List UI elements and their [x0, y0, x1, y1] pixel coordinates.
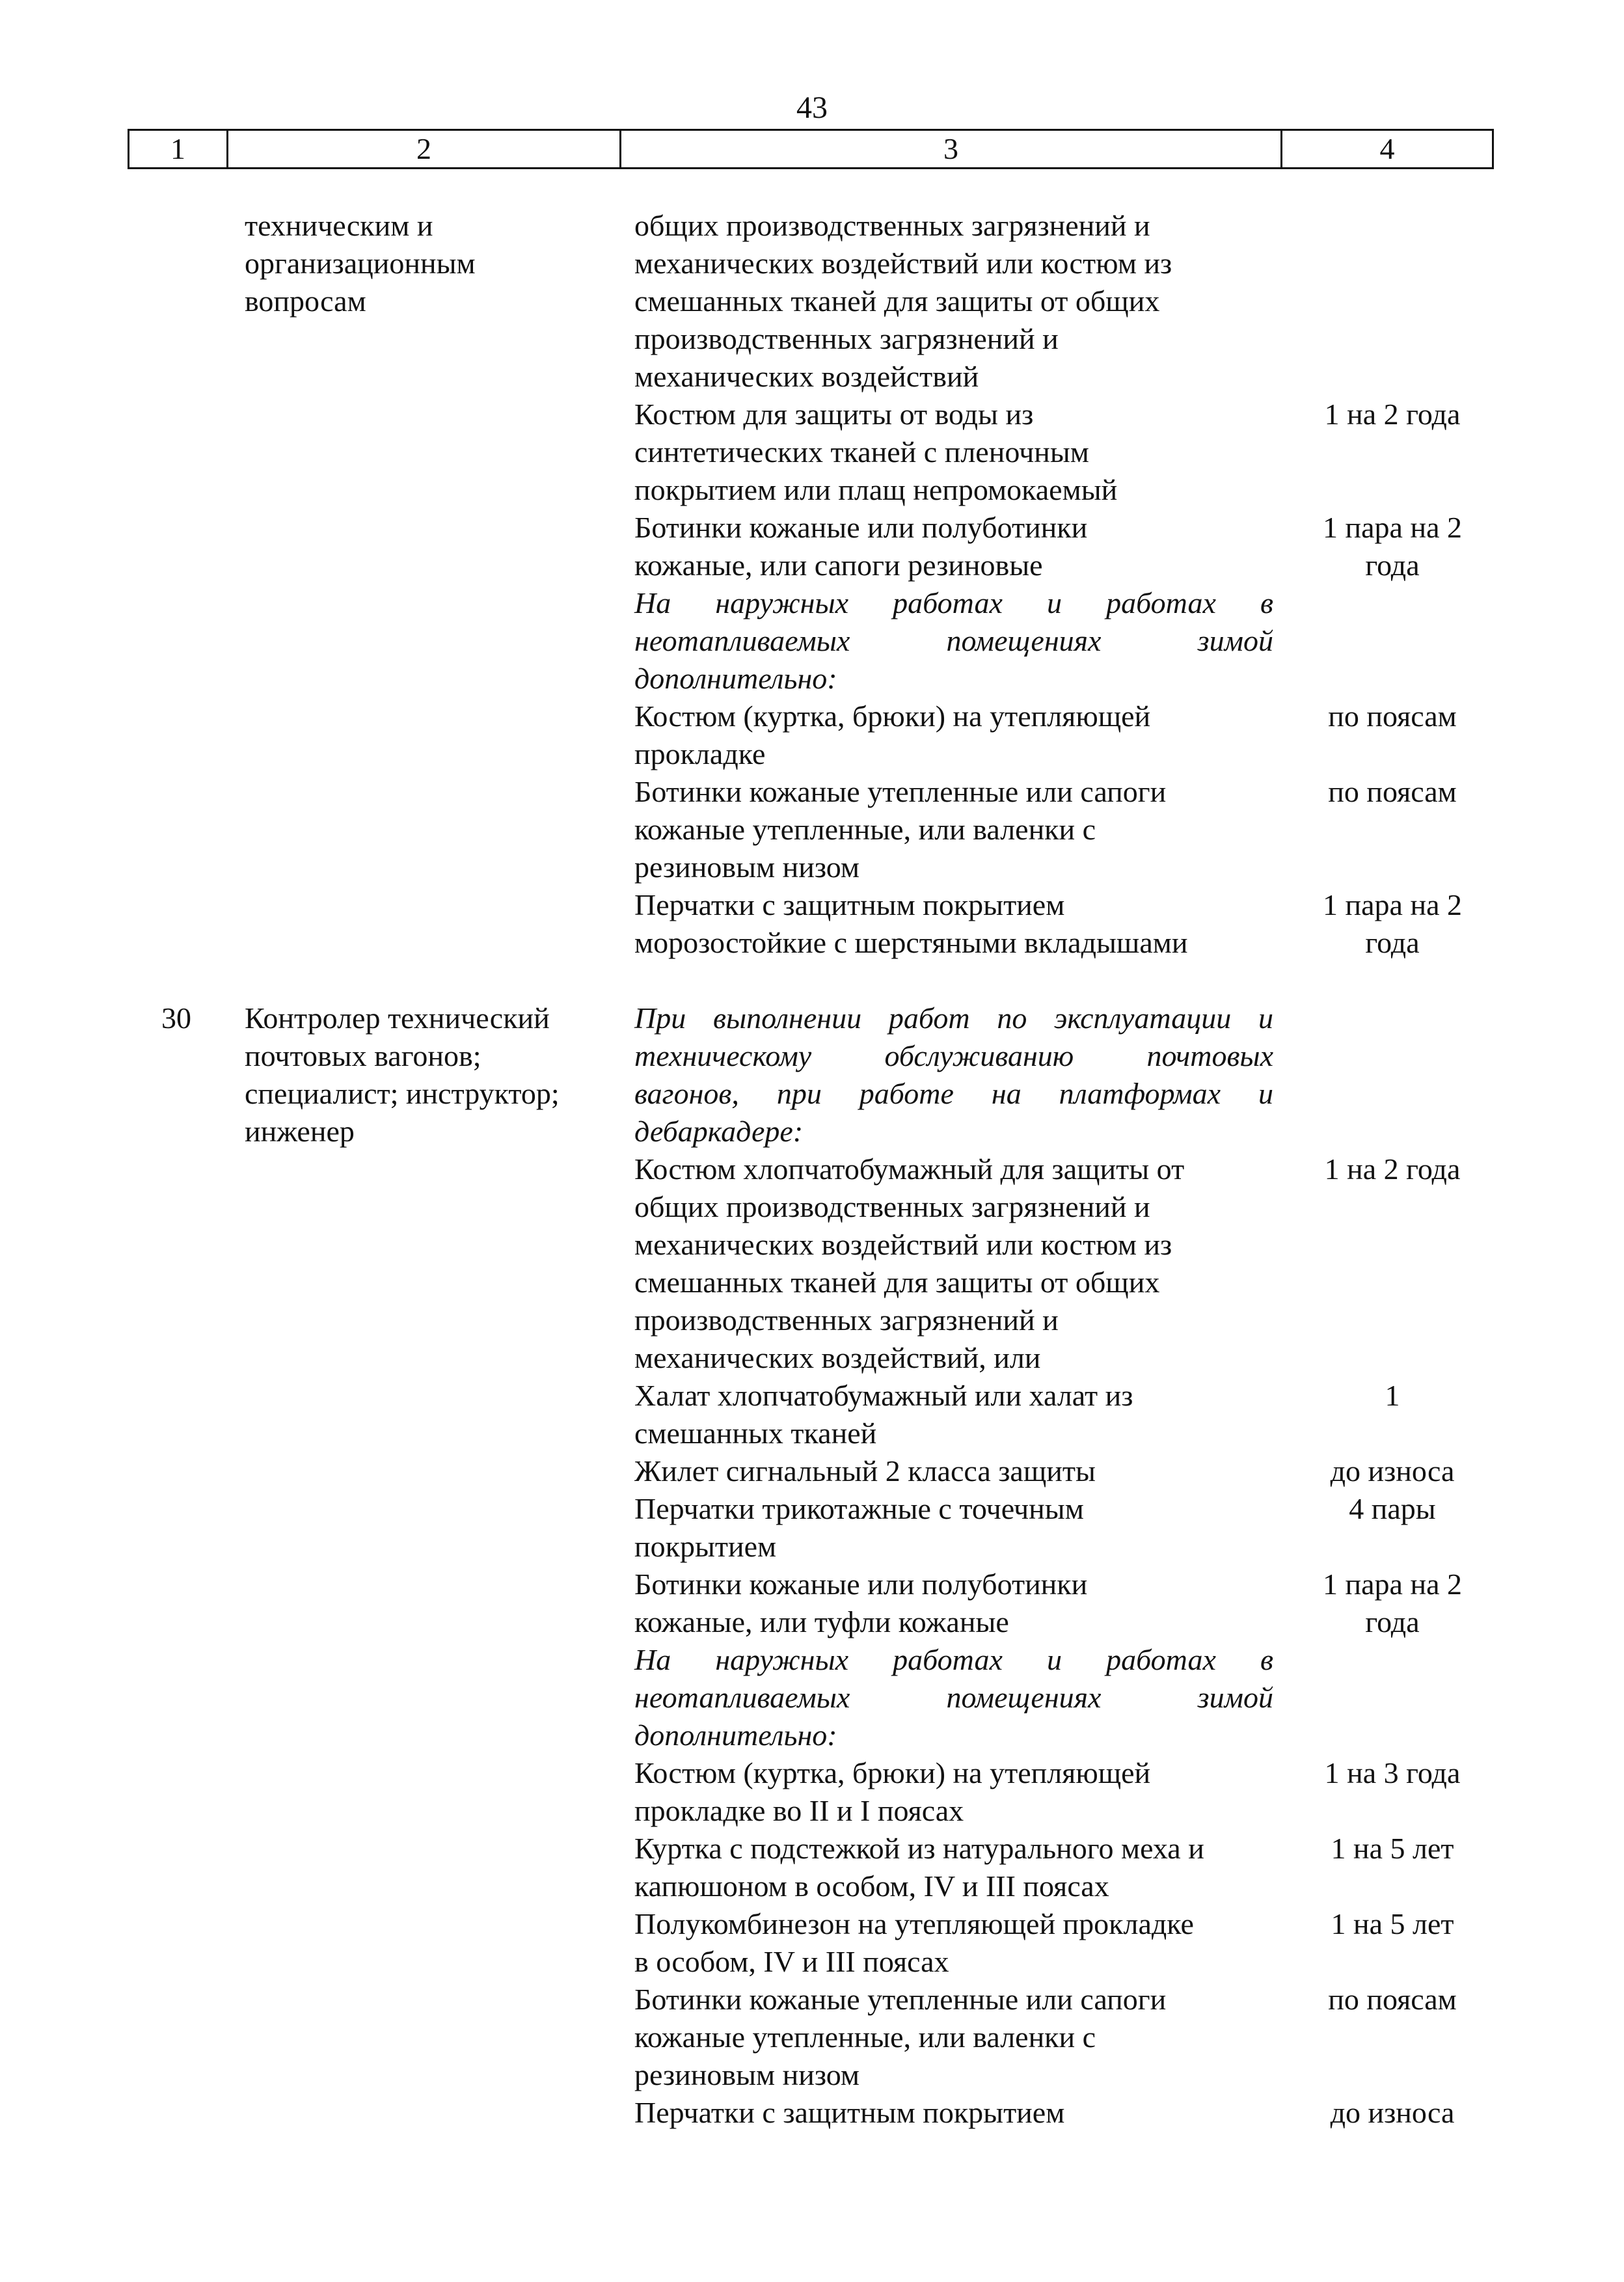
row30-norm-value: 1 на 5 лет: [1331, 1832, 1454, 1865]
cont-item-line: резиновым низом: [634, 850, 859, 884]
row30-condition-line: дебаркадере:: [634, 1115, 804, 1148]
row30-position-line: специалист; инструктор;: [245, 1077, 560, 1110]
row30-condition-line: На наружных работах и работах в: [634, 1643, 1273, 1676]
row30-condition-line: техническому обслуживанию почтовых: [634, 1039, 1273, 1072]
row30-item-line: в особом, IV и III поясах: [634, 1945, 949, 1978]
row30-item-line: механических воздействий, или: [634, 1341, 1041, 1374]
cont-position-line: техническим и: [245, 209, 433, 242]
page-number: 43: [796, 90, 828, 125]
cont-norm-value: 1 на 2 года: [1324, 398, 1461, 431]
cont-position-line: вопросам: [245, 284, 366, 318]
row30-norm-value: года: [1365, 1605, 1420, 1638]
row30-item-line: механических воздействий или костюм из: [634, 1228, 1172, 1261]
row30-item-line: кожаные утепленные, или валенки с: [634, 2020, 1096, 2054]
row30-item-line: Перчатки трикотажные с точечным: [634, 1492, 1084, 1525]
row30-item-line: общих производственных загрязнений и: [634, 1190, 1150, 1223]
cont-item-line: Костюм (куртка, брюки) на утепляющей: [634, 700, 1151, 733]
row30-item-line: Ботинки кожаные утепленные или сапоги: [634, 1983, 1167, 2016]
row30-position-line: Контролер технический: [245, 1001, 550, 1035]
cont-item-line: Ботинки кожаные утепленные или сапоги: [634, 775, 1167, 808]
row30-item-line: капюшоном в особом, IV и III поясах: [634, 1869, 1109, 1903]
row30-position-line: почтовых вагонов;: [245, 1039, 481, 1072]
row30-item-line: прокладке во II и I поясах: [634, 1794, 964, 1827]
row30-item-line: Перчатки с защитным покрытием: [634, 2096, 1065, 2129]
cont-item-line: кожаные, или сапоги резиновые: [634, 549, 1043, 582]
row30-item-line: Ботинки кожаные или полуботинки: [634, 1568, 1088, 1601]
row30-item-line: Костюм хлопчатобумажный для защиты от: [634, 1152, 1185, 1186]
cont-norm-value: 1 пара на 2: [1323, 888, 1462, 921]
row30-norm-value: 4 пары: [1349, 1492, 1436, 1525]
row30-item-line: Полукомбинезон на утепляющей прокладке: [634, 1907, 1194, 1940]
row30-item-line: Жилет сигнальный 2 класса защиты: [634, 1454, 1096, 1487]
cont-item-line: производственных загрязнений и: [634, 322, 1059, 355]
row30-item-line: резиновым низом: [634, 2058, 859, 2091]
row30-norm-value: 1 на 5 лет: [1331, 1907, 1454, 1940]
cont-item-line: покрытием или плащ непромокаемый: [634, 473, 1118, 506]
cont-norm-value: по поясам: [1328, 700, 1457, 733]
cont-norm-value: года: [1365, 549, 1420, 582]
row30-item-line: Халат хлопчатобумажный или халат из: [634, 1379, 1133, 1412]
table-header-row: [128, 129, 1494, 169]
row30-item-line: Куртка с подстежкой из натурального меха и: [634, 1832, 1204, 1865]
row30-norm-value: 1 на 3 года: [1324, 1756, 1461, 1789]
cont-norm-value: 1 пара на 2: [1323, 511, 1462, 544]
cont-item-line: морозостойкие с шерстяными вкладышами: [634, 926, 1188, 959]
cont-item-line: механических воздействий: [634, 360, 979, 393]
row30-norm-value: до износа: [1330, 2096, 1455, 2129]
row30-norm-value: по поясам: [1328, 1983, 1457, 2016]
cont-condition-line: дополнительно:: [634, 662, 837, 695]
cont-item-line: Костюм для защиты от воды из: [634, 398, 1034, 431]
cont-item-line: Перчатки с защитным покрытием: [634, 888, 1065, 921]
row30-item-line: кожаные, или туфли кожаные: [634, 1605, 1009, 1638]
header-col-2: 2: [228, 131, 621, 167]
cont-condition-line: На наружных работах и работах в: [634, 586, 1273, 619]
row30-condition-line: неотапливаемых помещениях зимой: [634, 1681, 1273, 1714]
header-col-1: 1: [129, 131, 228, 167]
row30-norm-value: 1 на 2 года: [1324, 1152, 1461, 1186]
cont-item-line: смешанных тканей для защиты от общих: [634, 284, 1160, 318]
row30-item-line: производственных загрязнений и: [634, 1303, 1059, 1337]
row30-norm-value: до износа: [1330, 1454, 1455, 1487]
row30-position-line: инженер: [245, 1115, 355, 1148]
cont-norm-value: по поясам: [1328, 775, 1457, 808]
row30-norm-value: 1 пара на 2: [1323, 1568, 1462, 1601]
cont-item-line: общих производственных загрязнений и: [634, 209, 1150, 242]
cont-item-line: прокладке: [634, 737, 766, 770]
row30-item-line: смешанных тканей: [634, 1417, 877, 1450]
row-number: 30: [161, 1001, 191, 1035]
cont-norm-value: года: [1365, 926, 1420, 959]
row30-condition-line: дополнительно:: [634, 1718, 837, 1752]
row30-item-line: Костюм (куртка, брюки) на утепляющей: [634, 1756, 1151, 1789]
header-col-4: 4: [1379, 132, 1395, 165]
row30-norm-value: 1: [1385, 1379, 1400, 1412]
row30-condition-line: При выполнении работ по эксплуатации и: [634, 1001, 1273, 1035]
row30-item-line: смешанных тканей для защиты от общих: [634, 1266, 1160, 1299]
cont-item-line: Ботинки кожаные или полуботинки: [634, 511, 1088, 544]
cont-item-line: механических воздействий или костюм из: [634, 247, 1172, 280]
cont-item-line: кожаные утепленные, или валенки с: [634, 813, 1096, 846]
cont-item-line: синтетических тканей с пленочным: [634, 435, 1089, 469]
header-col-3: 3: [621, 131, 1282, 167]
cont-position-line: организационным: [245, 247, 476, 280]
cont-condition-line: неотапливаемых помещениях зимой: [634, 624, 1273, 657]
row30-condition-line: вагонов, при работе на платформах и: [634, 1077, 1273, 1110]
row30-item-line: покрытием: [634, 1530, 777, 1563]
